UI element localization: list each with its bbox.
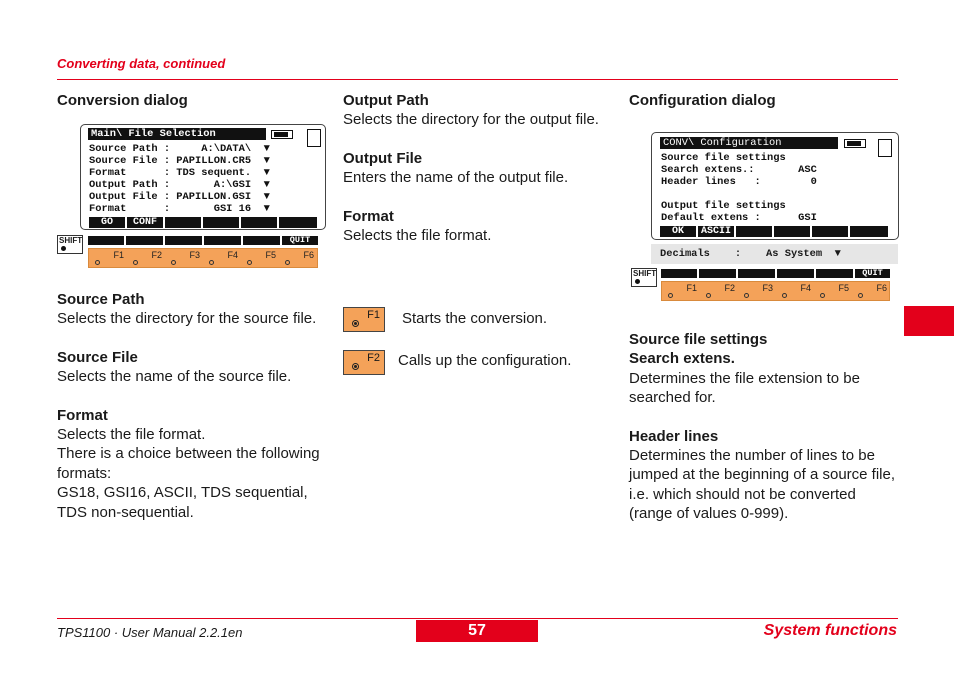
empty-softkey [243, 236, 280, 245]
empty-softkey [165, 217, 201, 228]
f4-key[interactable] [203, 249, 241, 267]
key-dot-icon [858, 293, 863, 298]
empty-softkey [736, 226, 772, 237]
lcd-row: Source file settings [661, 152, 786, 164]
quit-softkey[interactable]: QUIT [855, 269, 890, 278]
f6-key[interactable] [852, 282, 890, 300]
source-path-text: Selects the directory for the source file. [57, 310, 317, 328]
empty-softkey [816, 269, 853, 278]
empty-softkey [661, 269, 697, 278]
lcd-row[interactable]: Default extens : GSI [661, 212, 817, 224]
key-dot-icon [706, 293, 711, 298]
lcd-row: Output file settings [661, 200, 786, 212]
key-dot-icon [133, 260, 138, 265]
format-title: Format [57, 406, 108, 424]
format-text: Selects the file format. [57, 426, 206, 444]
format-text: There is a choice between the following formats: [57, 445, 320, 482]
header-lines-title: Header lines [629, 427, 719, 445]
section-header: Converting data, continued [57, 56, 226, 71]
key-dot-icon [352, 320, 359, 327]
column-1-text [57, 290, 327, 522]
function-key-strip [661, 281, 890, 301]
ok-softkey[interactable]: OK [660, 226, 696, 237]
go-softkey[interactable]: GO [89, 217, 125, 228]
key-dot-icon [95, 260, 100, 265]
column-3 [629, 91, 899, 110]
f1-label: F1 [113, 250, 124, 260]
shift-key[interactable] [631, 268, 657, 287]
battery-icon [271, 130, 293, 139]
f1-key[interactable] [89, 249, 127, 267]
key-dot-icon [744, 293, 749, 298]
column-3-text [629, 330, 899, 524]
chapter-tab [904, 306, 954, 336]
f1-description: Starts the conversion. [402, 310, 548, 327]
conf-softkey[interactable]: CONF [127, 217, 163, 228]
key-dot-icon [820, 293, 825, 298]
f2-key[interactable] [343, 350, 385, 375]
f4-label: F4 [227, 250, 238, 260]
f2-label: F2 [151, 250, 162, 260]
configuration-dialog-screen [651, 132, 899, 240]
screen-title: CONV\ Configuration [660, 137, 838, 149]
shift-label: SHIFT [59, 236, 83, 245]
key-dot-icon [285, 260, 290, 265]
output-file-text: Enters the name of the output file. [343, 169, 569, 187]
empty-softkey [204, 236, 241, 245]
empty-softkey [850, 226, 888, 237]
source-settings-title: Source file settings [629, 331, 768, 348]
f2-label: F2 [724, 283, 735, 293]
source-file-text: Selects the name of the source file. [57, 368, 292, 386]
shift-dot-icon [635, 279, 640, 284]
output-path-text: Selects the directory for the output file. [343, 111, 599, 129]
f5-label: F5 [265, 250, 276, 260]
shift-softkey-bar [88, 236, 318, 245]
key-dot-icon [247, 260, 252, 265]
screen-title: Main\ File Selection [88, 128, 266, 140]
conversion-dialog-screen [80, 124, 326, 230]
f5-key[interactable] [241, 249, 279, 267]
f6-label: F6 [876, 283, 887, 293]
lcd-row[interactable]: Source File : PAPILLON.CR5 ▼ [89, 155, 270, 167]
conversion-dialog-title: Conversion dialog [57, 92, 188, 109]
empty-softkey [812, 226, 848, 237]
f3-label: F3 [189, 250, 200, 260]
f1-key[interactable] [343, 307, 385, 332]
shift-label: SHIFT [633, 269, 657, 278]
decimals-row[interactable]: Decimals : As System ▼ [651, 244, 898, 264]
key-dot-icon [171, 260, 176, 265]
lcd-row[interactable]: Format : GSI 16 ▼ [89, 203, 270, 215]
lcd-row[interactable]: Source Path : A:\DATA\ ▼ [89, 143, 270, 155]
empty-softkey [738, 269, 775, 278]
ascii-softkey[interactable]: ASCII [698, 226, 734, 237]
f6-label: F6 [303, 250, 314, 260]
key-dot-icon [209, 260, 214, 265]
output-path-title: Output Path [343, 92, 429, 109]
f1-key[interactable] [662, 282, 700, 300]
f5-key[interactable] [814, 282, 852, 300]
key-dot-icon [782, 293, 787, 298]
configuration-dialog-title: Configuration dialog [629, 92, 776, 109]
format-title: Format [343, 207, 394, 225]
f3-label: F3 [762, 283, 773, 293]
key-dot-icon [668, 293, 673, 298]
key-dot-icon [352, 363, 359, 370]
header-rule [57, 79, 898, 80]
f2-label: F2 [367, 352, 380, 364]
f4-key[interactable] [776, 282, 814, 300]
chapter-title: System functions [763, 622, 897, 639]
column-2 [343, 91, 603, 245]
lcd-row[interactable]: Output File : PAPILLON.GSI ▼ [89, 191, 270, 203]
f1-label: F1 [367, 309, 380, 321]
empty-softkey [774, 226, 810, 237]
header-lines-text: Determines the number of lines to be jumped at the beginning of a source file, i.e. which should not be converted (range of values 0-999). [629, 447, 896, 523]
source-file-title: Source File [57, 348, 138, 366]
f3-key[interactable] [165, 249, 203, 267]
empty-softkey [88, 236, 124, 245]
f4-label: F4 [800, 283, 811, 293]
empty-softkey [241, 217, 277, 228]
shift-key[interactable] [57, 235, 83, 254]
f3-key[interactable] [738, 282, 776, 300]
f1-label: F1 [686, 283, 697, 293]
f2-key[interactable] [700, 282, 738, 300]
memory-card-icon [878, 139, 892, 157]
lcd-row[interactable]: Header lines : 0 [661, 176, 817, 188]
output-file-title: Output File [343, 149, 423, 167]
search-extens-text: Determines the file extension to be searched for. [629, 369, 860, 407]
empty-softkey [777, 269, 814, 278]
battery-icon [844, 139, 866, 148]
empty-softkey [203, 217, 239, 228]
source-path-title: Source Path [57, 291, 145, 308]
empty-softkey [165, 236, 202, 245]
f5-label: F5 [838, 283, 849, 293]
manual-title: TPS1100 · User Manual 2.2.1en [57, 625, 243, 640]
lcd-row[interactable]: Output Path : A:\GSI ▼ [89, 179, 270, 191]
column-1 [57, 91, 327, 110]
empty-softkey [126, 236, 163, 245]
search-extens-title: Search extens. [629, 350, 735, 368]
shift-softkey-bar [661, 269, 890, 278]
format-text: GS18, GSI16, ASCII, TDS sequential, TDS non-sequential. [57, 484, 308, 521]
quit-softkey[interactable]: QUIT [282, 236, 318, 245]
format-text: Selects the file format. [343, 227, 492, 245]
empty-softkey [279, 217, 317, 228]
f2-description: Calls up the configuration. [398, 352, 572, 369]
lcd-row[interactable]: Search extens.: ASC [661, 164, 817, 176]
shift-dot-icon [61, 246, 66, 251]
f2-key[interactable] [127, 249, 165, 267]
lcd-row[interactable]: Format : TDS sequent. ▼ [89, 167, 270, 179]
footer-rule [57, 618, 898, 619]
memory-card-icon [307, 129, 321, 147]
page-number: 57 [416, 620, 538, 642]
function-key-strip [88, 248, 318, 268]
empty-softkey [699, 269, 736, 278]
f6-key[interactable] [279, 249, 317, 267]
